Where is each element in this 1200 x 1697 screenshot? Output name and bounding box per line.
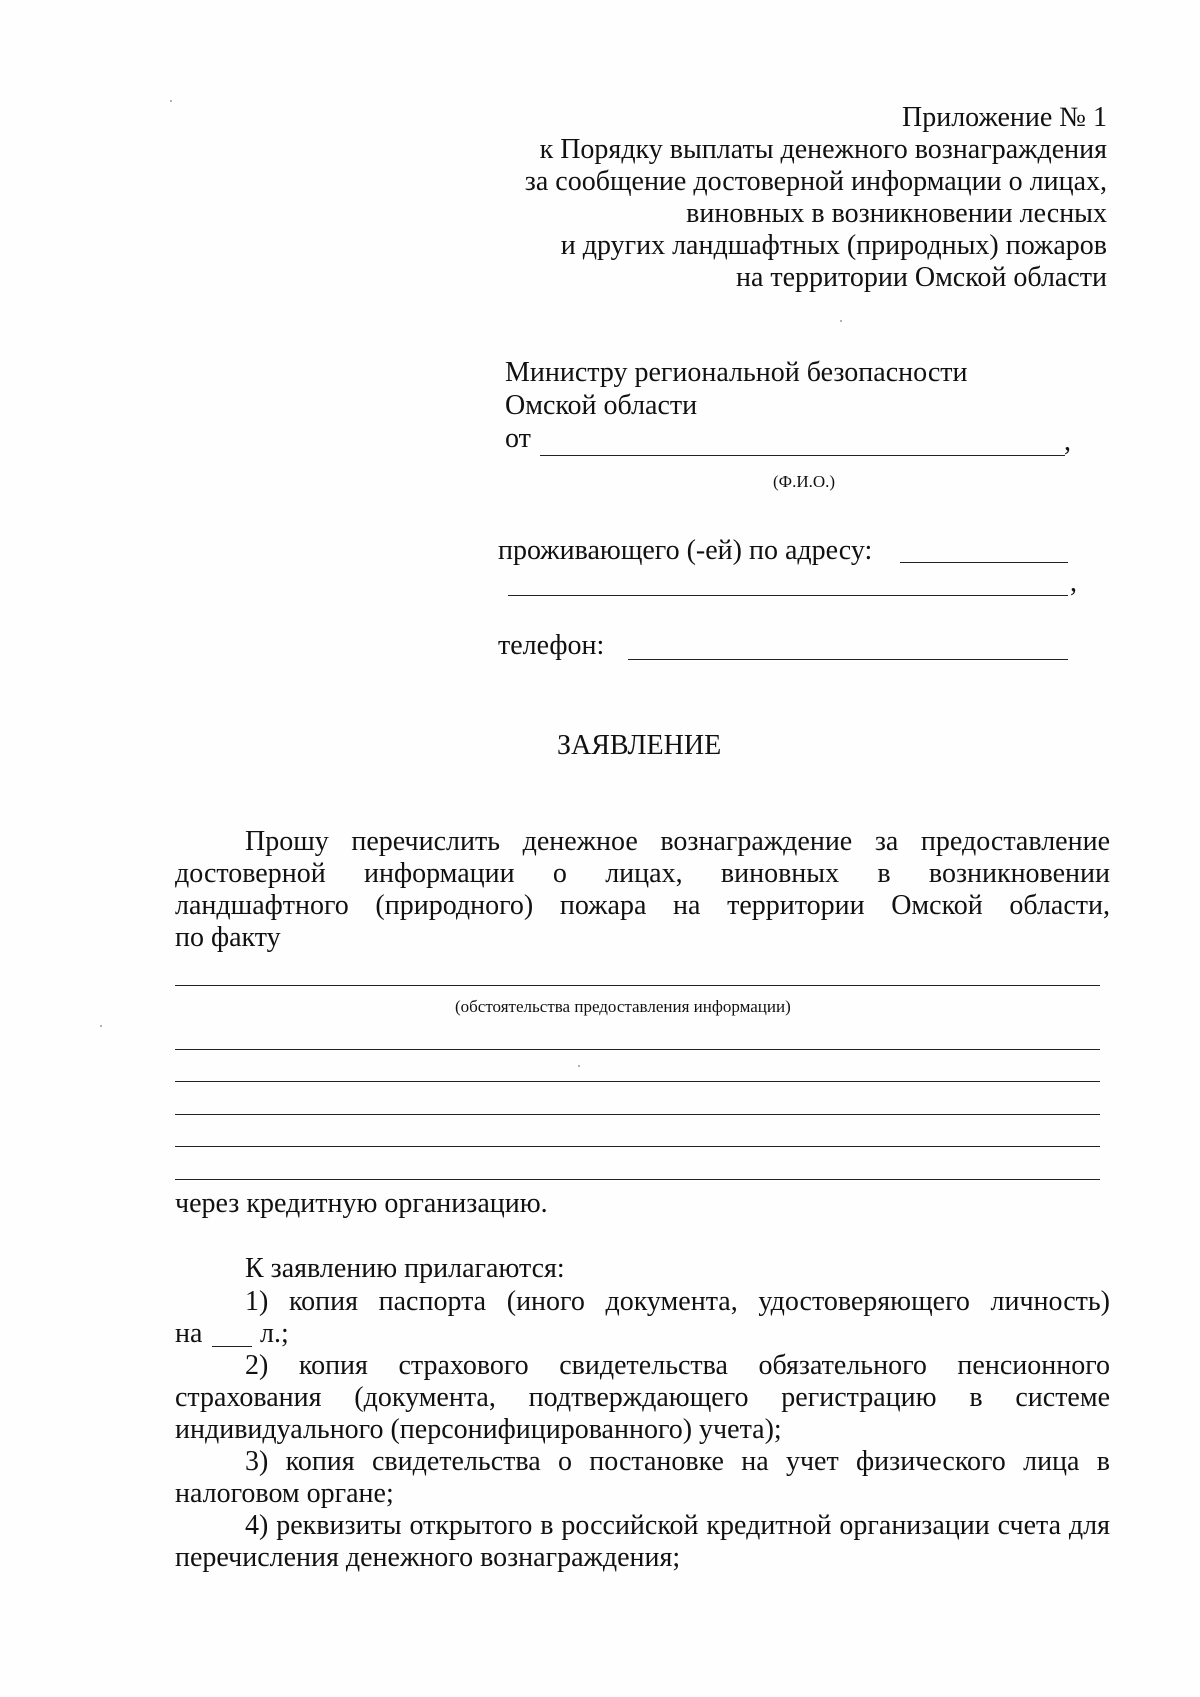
fio-caption: (Ф.И.О.): [773, 472, 836, 491]
address-field-line-2[interactable]: [508, 595, 1068, 596]
header-line-4: виновных в возникновении лесных: [686, 198, 1107, 229]
via-bank-text: через кредитную организацию.: [175, 1188, 548, 1219]
circumstances-line-2[interactable]: [175, 1049, 1100, 1050]
header-line-5: и других ландшафтных (природных) пожаров: [560, 230, 1107, 261]
request-line-3: ландшафтного (природного) пожара на территории Омской области,: [175, 890, 1110, 921]
addressee-line-2: Омской области: [505, 390, 698, 421]
attachment-1-pages-field[interactable]: [212, 1346, 252, 1347]
address-field-line-1[interactable]: [900, 562, 1068, 563]
attachment-2-line-2: страхования (документа, подтверждающего регистрацию в системе: [175, 1382, 1110, 1413]
header-line-2: к Порядку выплаты денежного вознаграждения: [539, 134, 1107, 165]
attachment-2-line-1: 2) копия страхового свидетельства обязательного пенсионного: [245, 1350, 1110, 1381]
phone-field-line[interactable]: [628, 659, 1068, 660]
attachment-3-line-2: налоговом органе;: [175, 1478, 394, 1509]
attachments-intro: К заявлению прилагаются:: [245, 1253, 565, 1284]
attachment-4-line-2: перечисления денежного вознаграждения;: [175, 1542, 681, 1573]
scan-speck: [170, 100, 172, 102]
header-line-6: на территории Омской области: [735, 262, 1107, 293]
attachment-3-line-1: 3) копия свидетельства о постановке на учет физического лица в: [245, 1446, 1110, 1477]
document-title: ЗАЯВЛЕНИЕ: [557, 730, 722, 761]
header-line-3: за сообщение достоверной информации о лицах,: [524, 166, 1107, 197]
attachment-2-line-3: индивидуального (персонифицированного) учета);: [175, 1414, 782, 1445]
request-line-2: достоверной информации о лицах, виновных в возникновении: [175, 858, 1110, 889]
address-label: проживающего (-ей) по адресу:: [498, 535, 873, 566]
attachment-4-line-1: 4) реквизиты открытого в российской кредитной организации счета для: [245, 1510, 1110, 1541]
circumstances-line-3[interactable]: [175, 1081, 1100, 1082]
circumstances-line-4[interactable]: [175, 1114, 1100, 1115]
addressee-line-1: Министру региональной безопасности: [505, 357, 968, 388]
request-line-1: Прошу перечислить денежное вознаграждение за предоставление: [245, 826, 1110, 857]
circumstances-line-5[interactable]: [175, 1146, 1100, 1147]
scan-speck: [100, 1025, 102, 1027]
fio-field-line[interactable]: [540, 455, 1065, 456]
request-line-4: по факту: [175, 922, 281, 953]
scan-speck: [840, 320, 842, 322]
scan-speck: [578, 1065, 580, 1067]
circumstances-line-6[interactable]: [175, 1179, 1100, 1180]
from-label: от: [505, 423, 531, 454]
fio-comma: ,: [1064, 426, 1071, 457]
attachment-1-line-1: 1) копия паспорта (иного документа, удостоверяющего личность): [245, 1286, 1110, 1317]
address-comma: ,: [1070, 567, 1077, 598]
attachment-1-suffix: л.;: [260, 1318, 289, 1349]
circumstances-line-1[interactable]: [175, 985, 1100, 986]
phone-label: телефон:: [498, 630, 605, 661]
header-line-1: Приложение № 1: [902, 102, 1107, 133]
circumstances-caption: (обстоятельства предоставления информации): [455, 997, 791, 1016]
attachment-1-prefix: на: [175, 1318, 203, 1349]
